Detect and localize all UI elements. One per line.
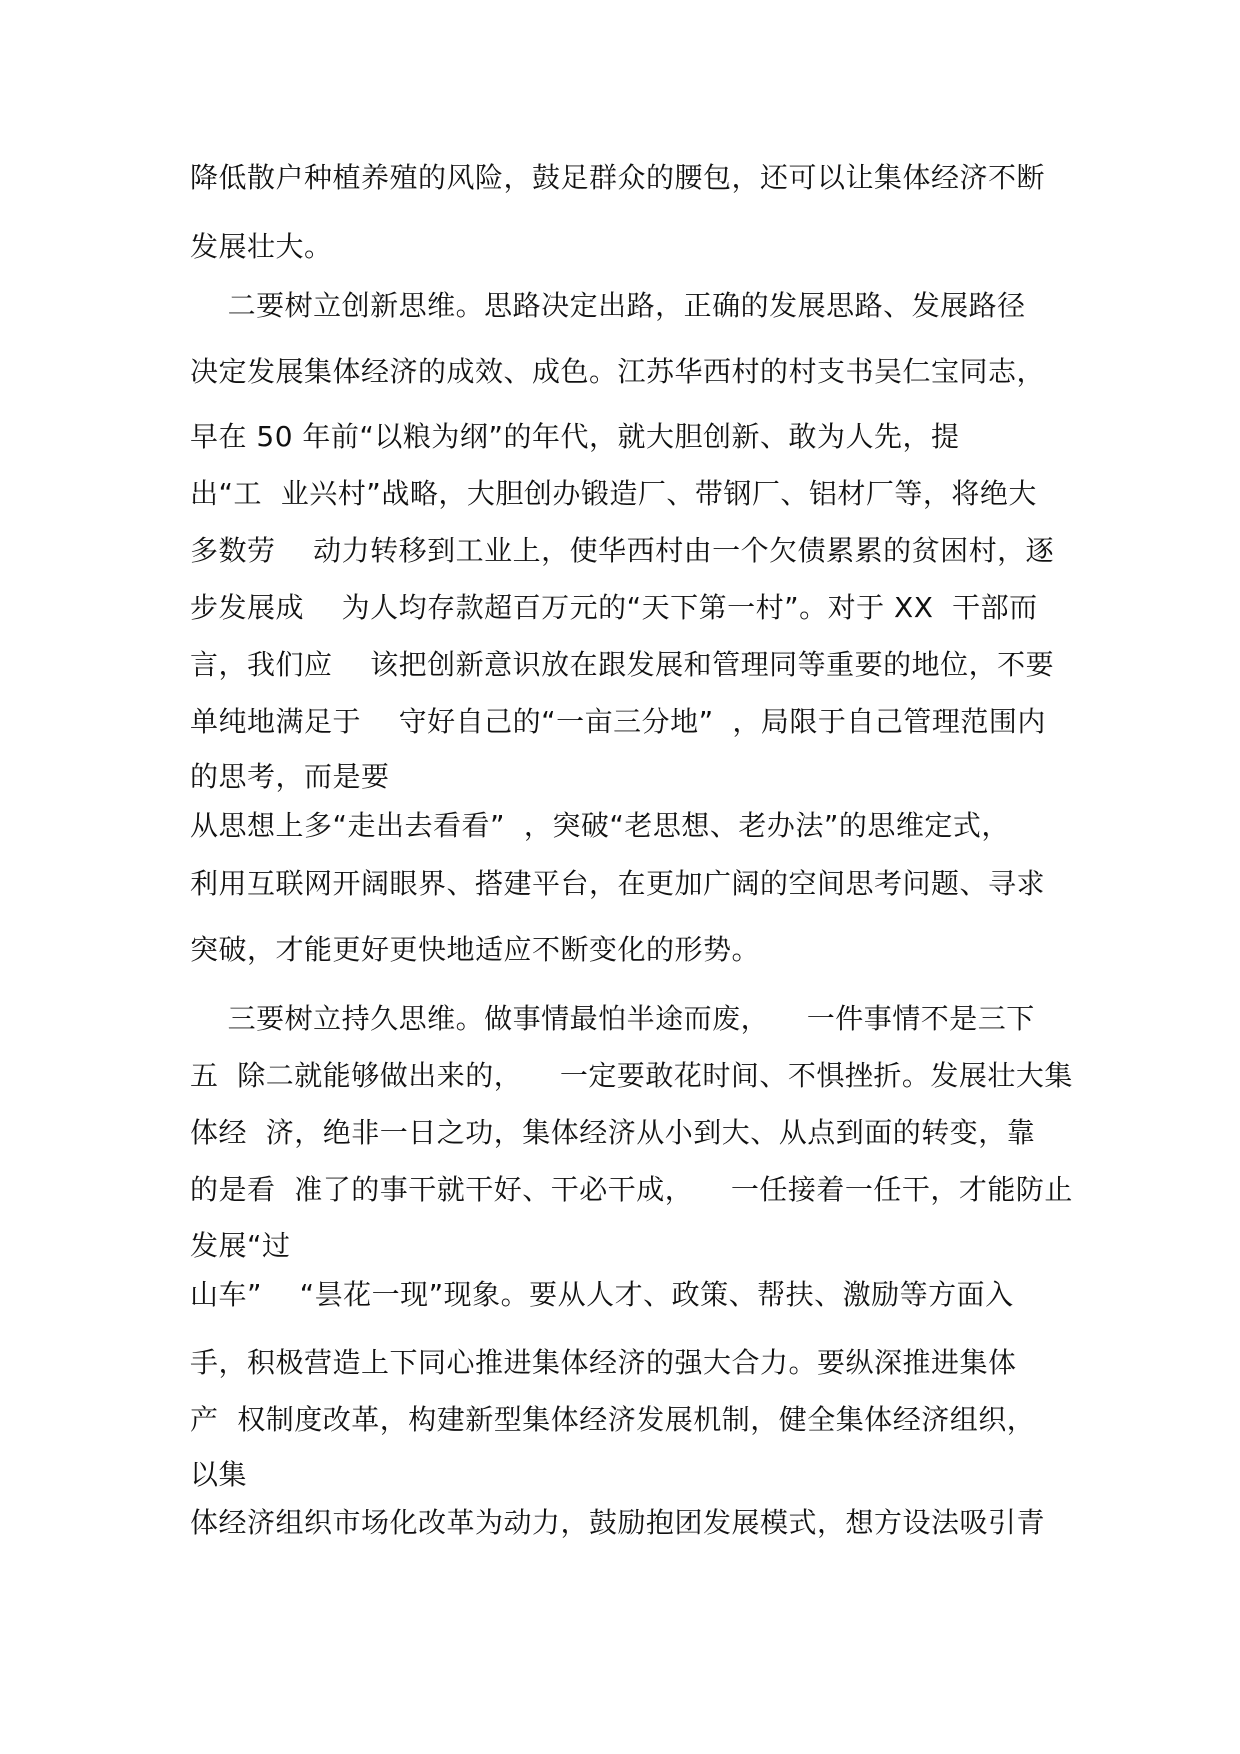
text-line: 多数劳 动力转移到工业上，使华西村由一个欠债累累的贫困村，逐 xyxy=(190,534,1055,567)
text-line: 以集 xyxy=(190,1458,248,1491)
text-line: 发展壮大。 xyxy=(190,230,333,263)
text-line: 突破，才能更好更快地适应不断变化的形势。 xyxy=(190,933,761,966)
text-line: 言，我们应 该把创新意识放在跟发展和管理同等重要的地位，不要 xyxy=(190,648,1055,681)
text-line: 产 权制度改革，构建新型集体经济发展机制，健全集体经济组织， xyxy=(190,1403,1036,1436)
text-line: 手，积极营造上下同心推进集体经济的强大合力。要纵深推进集体 xyxy=(190,1346,1017,1379)
text-line: 步发展成 为人均存款超百万元的“天下第一村”。对于 XX 干部而 xyxy=(190,591,1038,624)
text-line: 从思想上多“走出去看看” ，突破“老思想、老办法”的思维定式， xyxy=(190,809,1010,842)
text-line: 的是看 准了的事干就干好、干必干成， 一任接着一任干，才能防止 xyxy=(190,1173,1073,1206)
text-line: 决定发展集体经济的成效、成色。江苏华西村的村支书吴仁宝同志， xyxy=(190,355,1046,388)
text-line: 早在 50 年前“以粮为纲”的年代，就大胆创新、敢为人先，提 xyxy=(190,420,960,453)
text-line: 山车” “昙花一现”现象。要从人才、政策、帮扶、激励等方面入 xyxy=(190,1278,1014,1311)
text-line: 二要树立创新思维。思路决定出路，正确的发展思路、发展路径 xyxy=(190,289,1026,322)
text-line: 体经济组织市场化改革为动力，鼓励抱团发展模式，想方设法吸引青 xyxy=(190,1506,1046,1539)
text-line: 五 除二就能够做出来的， 一定要敢花时间、不惧挫折。发展壮大集 xyxy=(190,1059,1073,1092)
text-line: 三要树立持久思维。做事情最怕半途而废， 一件事情不是三下 xyxy=(190,1002,1035,1035)
text-line: 发展“过 xyxy=(190,1229,291,1262)
text-line: 单纯地满足于 守好自己的“一亩三分地” ，局限于自己管理范围内 xyxy=(190,705,1046,738)
text-line: 的思考，而是要 xyxy=(190,760,390,793)
text-line: 出“工 业兴村”战略，大胆创办锻造厂、带钢厂、铝材厂等，将绝大 xyxy=(190,477,1037,510)
text-line: 体经 济，绝非一日之功，集体经济从小到大、从点到面的转变，靠 xyxy=(190,1116,1036,1149)
text-line: 降低散户种植养殖的风险，鼓足群众的腰包，还可以让集体经济不断 xyxy=(190,161,1046,194)
text-line: 利用互联网开阔眼界、搭建平台，在更加广阔的空间思考问题、寻求 xyxy=(190,867,1046,900)
